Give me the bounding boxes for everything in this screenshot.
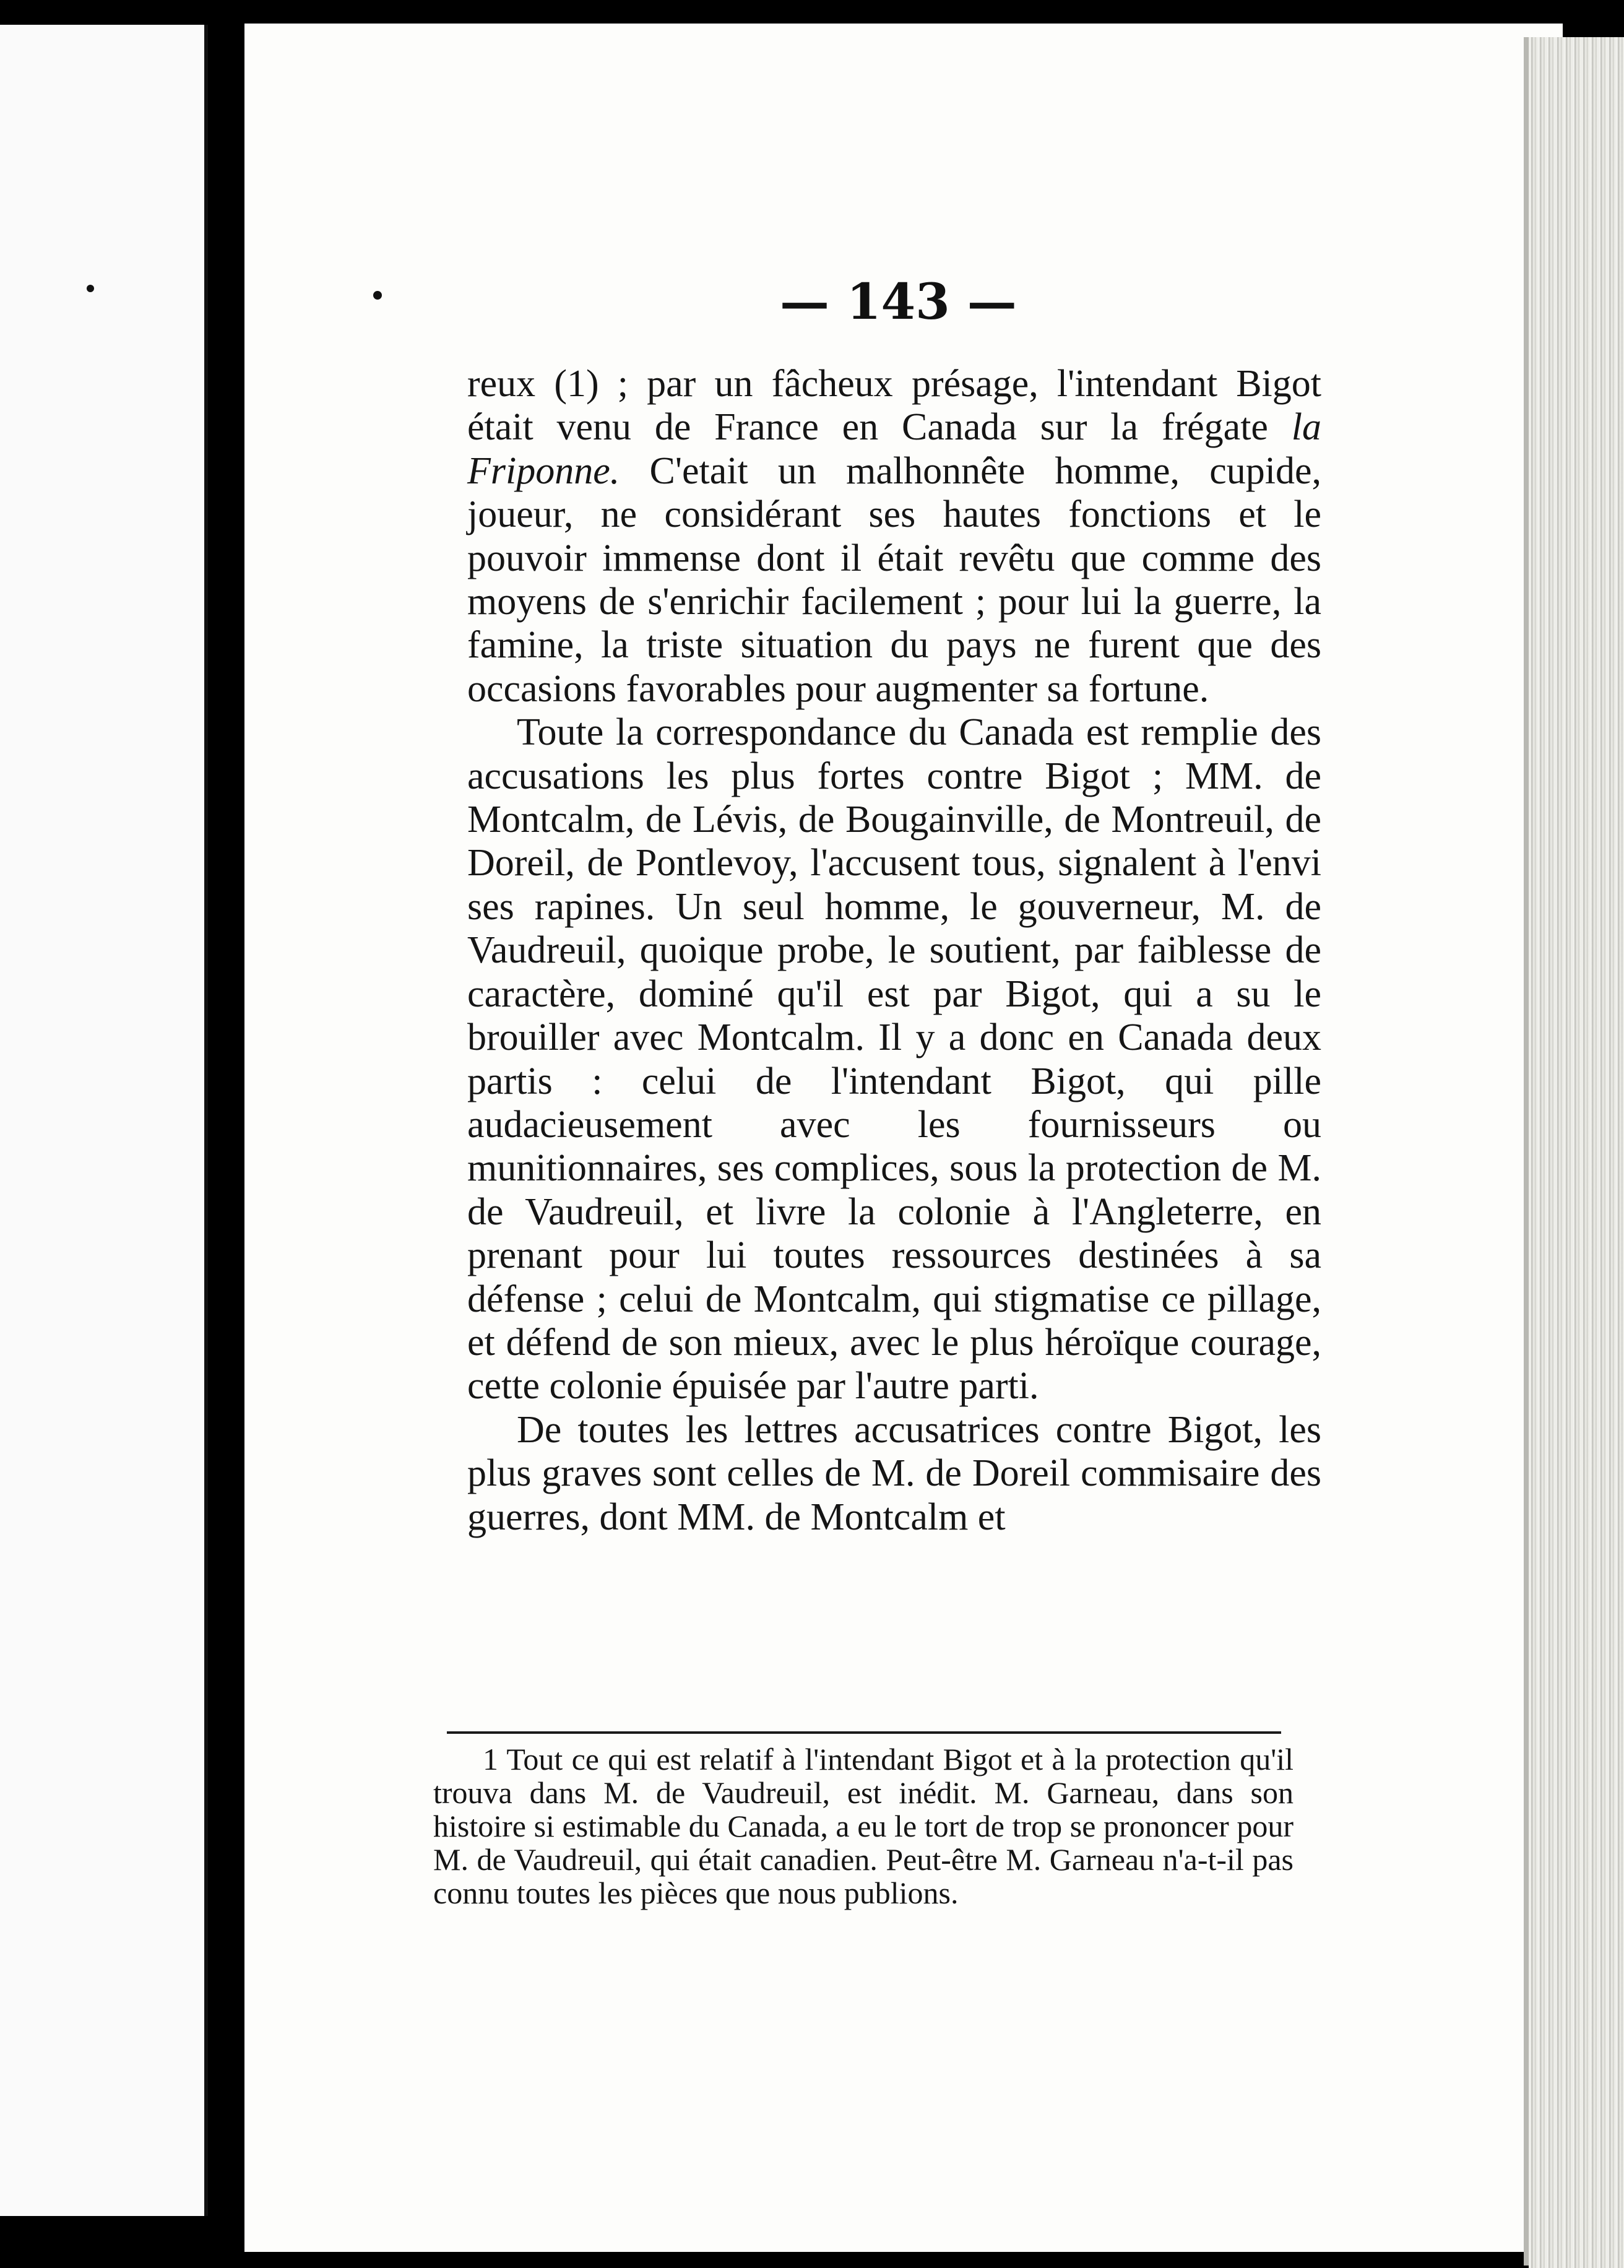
ink-speck [87,285,94,292]
paragraph-3: De toutes les lettres accusatrices contre Bigot, les plus graves sont celles de M. de Doreil commisaire des guerres, dont MM. de Montcalm et [467,1408,1321,1538]
paragraph-1-end: C'etait un malhonnête homme, cupide, joueur, ne considérant ses hautes fonctions et le pouvoir immense dont il était revêtu que comme des moyens de s'enrichir facilement ; pour lui la guerre, la famine, la triste situation du pays ne furent que des occasions favorables pour augmenter sa fortune. [467,449,1321,710]
ship-name: la Friponne. [467,406,1321,492]
book-edge [1529,37,1624,2268]
footnote [433,1742,1294,1910]
paragraph-1-start: reux (1) ; par un fâcheux présage, l'intendant Bigot était venu de France en Canada sur la frégate [467,363,1321,449]
paragraph-1 [467,362,1321,711]
footnote-text: 1 Tout ce qui est relatif à l'intendant Bigot et à la protection qu'il trouva dans M. de Vaudreuil, est inédit. M. Garneau, dans son histoire si estimable du Canada, a eu le tort de trop se prononcer pour M. de Vaudreuil, qui était canadien. Peut-être M. Garneau n'a-t-il pas connu toutes les pièces que nous publions. [433,1742,1294,1910]
ink-speck [373,291,382,300]
paragraph-2: Toute la correspondance du Canada est remplie des accusations les plus fortes contre Bigot ; MM. de Montcalm, de Lévis, de Bougainville, de Montreuil, de Doreil, de Pontlevoy, l'accusent tous, signalent à l'envi ses rapines. Un seul homme, le gouverneur, M. de Vaudreuil, quoique probe, le soutient, par faiblesse de caractère, dominé qu'il est par Bigot, qui a su le brouiller avec Montcalm. Il y a donc en Canada deux partis : celui de l'intendant Bigot, qui pille audacieusement avec les fournisseurs ou munitionnaires, ses complices, sous la protection de M. de Vaudreuil, et livre la colonie à l'Angleterre, en prenant pour lui toutes ressources destinées à sa défense ; celui de Montcalm, qui stigmatise ce pillage, et défend de son mieux, avec le plus héroïque courage, cette colonie épuisée par l'autre parti. [467,711,1321,1408]
page-number: — 143 — [780,272,1017,331]
body-text [467,362,1321,1539]
facing-page-fragment [0,25,208,2216]
footnote-rule [447,1731,1281,1734]
